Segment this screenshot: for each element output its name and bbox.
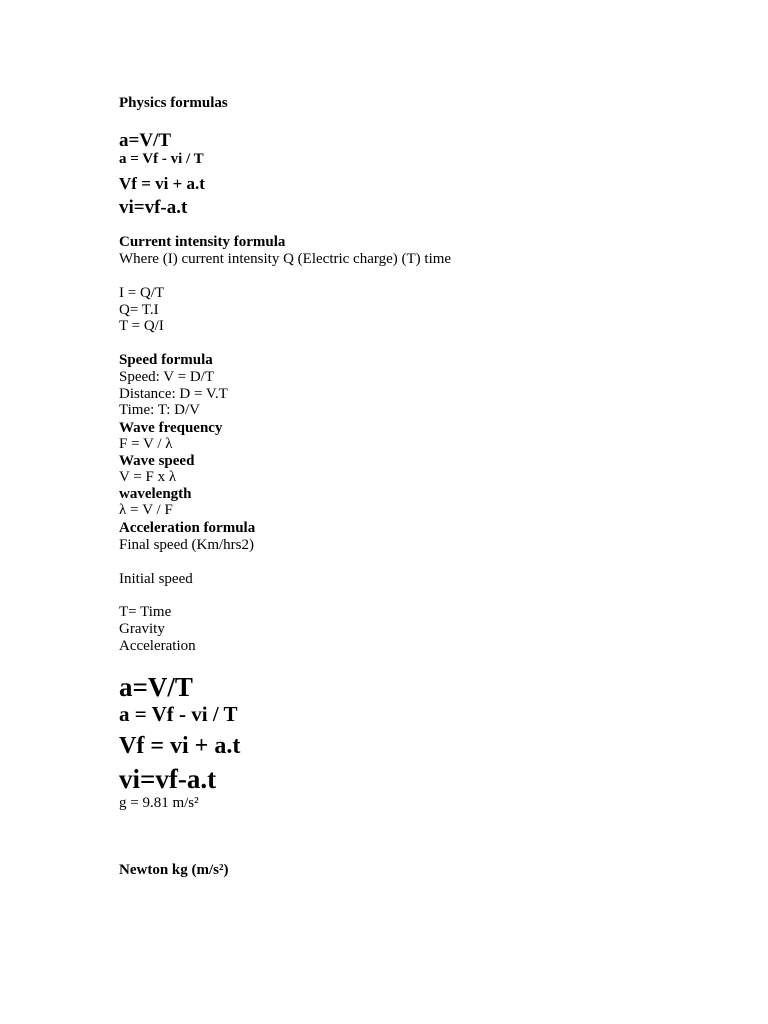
section-description: Where (I) current intensity Q (Electric charge) (T) time <box>119 251 452 267</box>
newton-unit: Newton kg (m/s²) <box>119 862 229 878</box>
formula-line: Distance: D = V.T <box>119 386 228 402</box>
formula-line: V = F x λ <box>119 469 177 485</box>
formula-line: vi=vf-a.t <box>119 197 188 218</box>
section-heading: Speed formula <box>119 352 213 368</box>
section-heading: wavelength <box>119 486 192 502</box>
formula-line: a=V/T <box>119 672 193 702</box>
formula-line: Vf = vi + a.t <box>119 733 241 759</box>
formula-line: Q= T.I <box>119 302 159 318</box>
formula-line: I = Q/T <box>119 285 165 301</box>
formula-line: a=V/T <box>119 130 171 151</box>
text-line: Acceleration <box>119 638 196 654</box>
formula-line: F = V / λ <box>119 436 173 452</box>
text-line: Initial speed <box>119 571 193 587</box>
formula-line: Vf = vi + a.t <box>119 174 205 193</box>
formula-line: Time: T: D/V <box>119 402 200 418</box>
text-line: T= Time <box>119 604 172 620</box>
formula-line: Speed: V = D/T <box>119 369 214 385</box>
section-heading: Wave frequency <box>119 420 223 436</box>
formula-line: a = Vf - vi / T <box>119 702 238 726</box>
gravity-value: g = 9.81 m/s² <box>119 795 199 811</box>
section-heading: Acceleration formula <box>119 520 256 536</box>
document-title: Physics formulas <box>119 95 228 111</box>
formula-line: a = Vf - vi / T <box>119 151 204 167</box>
formula-line: vi=vf-a.t <box>119 764 217 794</box>
formula-line: T = Q/I <box>119 318 164 334</box>
text-line: Gravity <box>119 621 165 637</box>
section-heading: Current intensity formula <box>119 234 286 250</box>
text-line: Final speed (Km/hrs2) <box>119 537 254 553</box>
section-heading: Wave speed <box>119 453 195 469</box>
formula-line: λ = V / F <box>119 502 173 518</box>
